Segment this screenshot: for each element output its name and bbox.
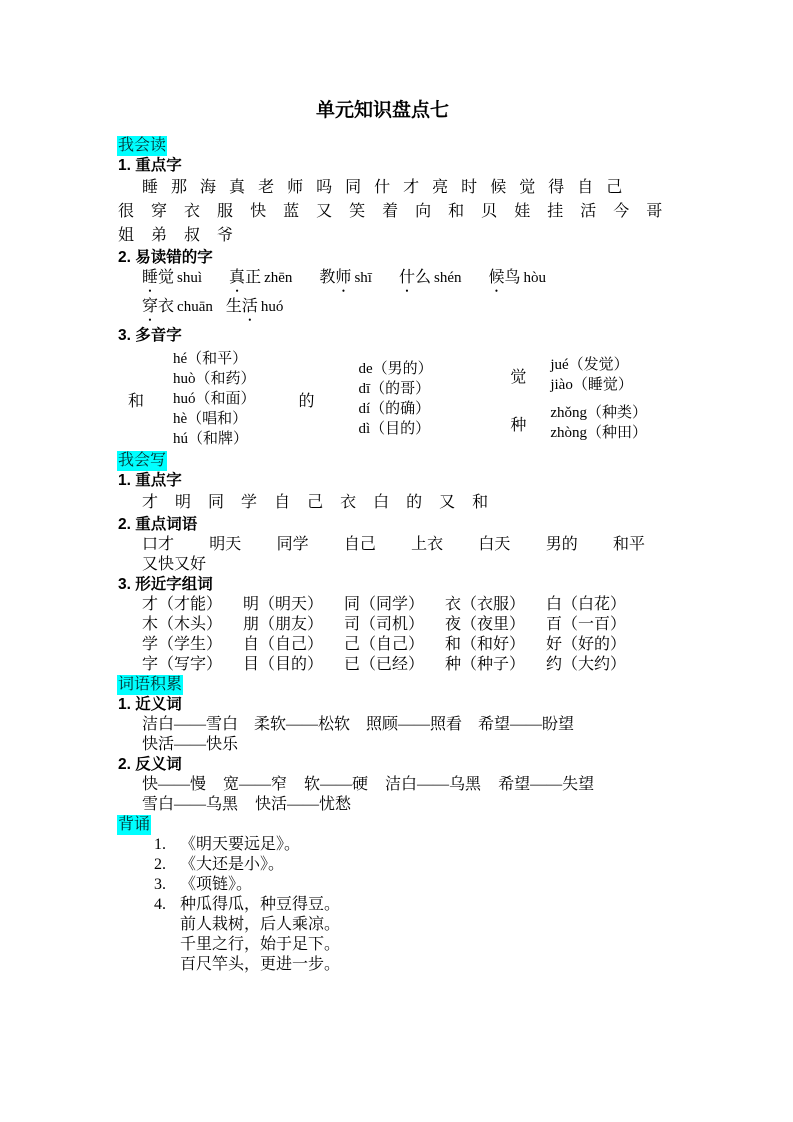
similar-char-cell: 自（自己） (243, 636, 324, 653)
hanzi-char: 吗 (316, 179, 333, 196)
hanzi-char: 蓝 (283, 203, 300, 220)
antonym-pair: 快——慢 (142, 776, 207, 793)
hanzi-char: 才 (403, 179, 420, 196)
similar-char-cell: 夜（夜里） (445, 616, 526, 633)
recite-line (118, 915, 647, 935)
hanzi-char: 同 (345, 179, 362, 196)
hanzi-char: 服 (217, 203, 234, 220)
emphasis-dot-char: 候 (488, 269, 505, 286)
hanzi-char: 睡 (142, 179, 159, 196)
similar-char-cell: 目（目的） (243, 656, 324, 673)
poly-reading: hé（和平） (173, 351, 248, 367)
hanzi-char: 姐 (118, 227, 135, 244)
section-heading-read: 我会读 (118, 137, 167, 154)
hanzi-char: 才 (142, 494, 159, 511)
key-word: 上衣 (411, 536, 444, 553)
misread-word: 候鸟 hòu (488, 269, 547, 286)
section-heading-vocab: 词语积累 (118, 676, 183, 693)
recite-line (118, 835, 647, 855)
write-keychars-row1 (118, 491, 647, 515)
vocab-ant-label: 2. 反义词 (118, 756, 182, 773)
hanzi-char: 候 (490, 179, 507, 196)
misread-word: 睡觉 shuì (142, 269, 203, 286)
synonym-pair: 快活——快乐 (142, 736, 239, 753)
similar-char-cell: 同（同学） (344, 596, 425, 613)
similar-char-cell: 木（木头） (142, 616, 223, 633)
synonym-pair: 洁白——雪白 (142, 716, 239, 733)
recite-number: 1. (154, 836, 166, 853)
read-misread-label: 2. 易读错的字 (118, 249, 213, 266)
hanzi-char: 己 (307, 494, 324, 511)
poly-reading: de（男的） (358, 361, 433, 377)
poly-readings (173, 349, 256, 449)
write-similar-label: 3. 形近字组词 (118, 576, 213, 593)
poly-reading: huó（和面） (173, 391, 256, 407)
recite-line (118, 935, 647, 955)
antonym-pair: 洁白——乌黑 (385, 776, 482, 793)
hanzi-char: 自 (274, 494, 291, 511)
read-keychars-row2 (118, 200, 663, 224)
recite-text: 前人栽树，后人乘凉。 (180, 916, 341, 933)
pinyin: huó (260, 299, 284, 315)
poly-group-he (118, 349, 298, 449)
hanzi-char: 又 (316, 203, 333, 220)
misread-word: 教师 shī (319, 269, 372, 286)
hanzi-char: 爷 (217, 227, 234, 244)
similar-char-cell: 才（才能） (142, 596, 223, 613)
recite-number (154, 935, 170, 955)
polyphonic-block (118, 349, 647, 449)
recite-line (118, 895, 647, 915)
similar-char-cell: 好（好的） (546, 636, 627, 653)
hanzi-char: 叔 (184, 227, 201, 244)
key-word: 男的 (545, 536, 578, 553)
emphasis-dot-char: 睡 (142, 269, 159, 286)
misread-word: 穿衣 chuān (142, 298, 213, 315)
write-keywords-row1 (118, 535, 647, 555)
vocab-syn-row1 (118, 715, 647, 735)
poly-reading: jiào（睡觉） (550, 377, 633, 393)
hanzi-char: 真 (229, 179, 246, 196)
similar-chars-grid (118, 595, 647, 675)
key-word: 口才 (142, 536, 175, 553)
emphasis-dot-char: 穿 (142, 298, 159, 315)
poly-right-column (493, 355, 647, 443)
misread-word: 什么 shén (398, 269, 462, 286)
key-word: 自己 (343, 536, 376, 553)
section-heading-recite: 背诵 (118, 816, 151, 833)
recite-number: 4. (154, 896, 166, 913)
recite-line (118, 955, 647, 975)
hanzi-char: 今 (613, 203, 630, 220)
recite-list (118, 835, 647, 975)
recite-text: 《大还是小》。 (180, 856, 285, 873)
poly-char: 种 (510, 416, 527, 434)
recite-number: 3. (154, 876, 166, 893)
hanzi-char: 老 (258, 179, 275, 196)
pinyin: shuì (177, 270, 203, 286)
read-keychars-label: 1. 重点字 (118, 157, 182, 174)
poly-group-jue (510, 355, 647, 395)
similar-char-cell: 约（大约） (546, 656, 627, 673)
antonym-pair: 快活——忧愁 (255, 796, 352, 813)
poly-reading: jué（发觉） (550, 357, 629, 373)
poly-readings (359, 359, 433, 439)
key-word: 和平 (612, 536, 645, 553)
hanzi-char: 弟 (151, 227, 168, 244)
hanzi-char: 海 (200, 179, 217, 196)
similar-char-cell: 和（和好） (445, 636, 526, 653)
hanzi-char: 又 (439, 494, 456, 511)
write-keychars-label: 1. 重点字 (118, 472, 182, 489)
write-keywords-label: 2. 重点词语 (118, 516, 198, 533)
recite-text: 百尺竿头，更进一步。 (180, 956, 341, 973)
hanzi-char: 很 (118, 203, 135, 220)
poly-reading: zhòng（种田） (550, 425, 647, 441)
poly-reading: dī（的哥） (358, 381, 431, 397)
poly-group-zhong (510, 403, 647, 443)
section-vocab-heading-row (118, 675, 647, 695)
section-recite-heading-row (118, 815, 647, 835)
read-keychars-row3 (118, 224, 647, 248)
recite-text: 《明天要远足》。 (180, 836, 301, 853)
key-word: 又快又好 (142, 556, 207, 573)
antonym-pair: 软——硬 (304, 776, 369, 793)
poly-char: 和 (128, 392, 145, 410)
hanzi-char: 哥 (646, 203, 663, 220)
page-title: 单元知识盘点七 (315, 100, 449, 121)
hanzi-char: 同 (208, 494, 225, 511)
recite-line (118, 855, 647, 875)
hanzi-char: 向 (415, 203, 432, 220)
hanzi-char: 和 (472, 494, 489, 511)
hanzi-char: 穿 (151, 203, 168, 220)
read-keychars-row1 (118, 176, 647, 200)
emphasis-dot-char: 真 (229, 269, 246, 286)
recite-number (154, 955, 170, 975)
pinyin: zhēn (264, 270, 293, 286)
vocab-ant-row2 (118, 795, 647, 815)
hanzi-char: 觉 (519, 179, 536, 196)
poly-readings (550, 355, 633, 395)
hanzi-char: 快 (250, 203, 267, 220)
similar-char-cell: 白（白花） (546, 596, 627, 613)
hanzi-char: 的 (406, 494, 423, 511)
synonym-pair: 柔软——松软 (254, 716, 351, 733)
read-polyphonic-label: 3. 多音字 (118, 327, 182, 344)
antonym-pair: 雪白——乌黑 (142, 796, 239, 813)
hanzi-char: 白 (373, 494, 390, 511)
poly-reading: hè（唱和） (173, 411, 248, 427)
poly-reading: dì（目的） (358, 421, 431, 437)
similar-char-cell: 明（明天） (243, 596, 324, 613)
write-keywords-row2 (118, 555, 647, 575)
hanzi-char: 衣 (184, 203, 201, 220)
misread-word: 真正 zhēn (229, 269, 293, 286)
section-heading-write: 我会写 (118, 452, 167, 469)
poly-readings (550, 403, 647, 443)
key-word: 白天 (478, 536, 511, 553)
recite-line (118, 875, 647, 895)
hanzi-char: 己 (606, 179, 623, 196)
emphasis-dot-char: 师 (335, 269, 352, 286)
section-write-heading-row (118, 451, 647, 471)
synonym-pair: 照顾——照看 (366, 716, 463, 733)
similar-char-cell: 字（写字） (142, 656, 223, 673)
recite-text: 种瓜得瓜，种豆得豆。 (180, 896, 341, 913)
recite-text: 千里之行，始于足下。 (180, 936, 341, 953)
hanzi-char: 师 (287, 179, 304, 196)
pinyin: chuān (177, 299, 213, 315)
hanzi-char: 笑 (349, 203, 366, 220)
recite-number: 2. (154, 856, 166, 873)
hanzi-char: 那 (171, 179, 188, 196)
hanzi-char: 衣 (340, 494, 357, 511)
poly-char: 觉 (510, 368, 527, 386)
poly-reading: hú（和牌） (173, 431, 249, 447)
similar-char-cell: 朋（朋友） (243, 616, 324, 633)
pinyin: shī (354, 270, 372, 286)
key-word: 明天 (209, 536, 242, 553)
emphasis-dot-char: 活 (241, 298, 258, 315)
antonym-pair: 希望——失望 (498, 776, 595, 793)
vocab-ant-row1 (118, 775, 647, 795)
hanzi-char: 贝 (481, 203, 498, 220)
recite-text: 《项链》。 (180, 876, 253, 893)
hanzi-char: 明 (175, 494, 192, 511)
hanzi-char: 什 (374, 179, 391, 196)
hanzi-char: 着 (382, 203, 399, 220)
read-misread-row2 (118, 297, 647, 326)
hanzi-char: 学 (241, 494, 258, 511)
antonym-pair: 宽——窄 (223, 776, 288, 793)
similar-char-cell: 种（种子） (445, 656, 526, 673)
misread-word: 生活 huó (225, 298, 284, 315)
read-misread-row1 (118, 268, 647, 297)
pinyin: hòu (523, 270, 547, 286)
similar-char-cell: 司（司机） (344, 616, 425, 633)
recite-number (154, 915, 170, 935)
hanzi-char: 得 (548, 179, 565, 196)
similar-char-cell: 己（自己） (344, 636, 425, 653)
vocab-syn-row2 (118, 735, 647, 755)
poly-reading: huò（和药） (173, 371, 256, 387)
hanzi-char: 娃 (514, 203, 531, 220)
similar-char-cell: 百（一百） (546, 616, 627, 633)
poly-group-de (298, 359, 493, 439)
hanzi-char: 活 (580, 203, 597, 220)
similar-char-cell: 衣（衣服） (445, 596, 526, 613)
hanzi-char: 亮 (432, 179, 449, 196)
key-word: 同学 (276, 536, 309, 553)
poly-char: 的 (298, 392, 315, 410)
pinyin: shén (433, 270, 462, 286)
emphasis-dot-char: 什 (398, 269, 415, 286)
hanzi-char: 挂 (547, 203, 564, 220)
section-read-heading-row (118, 136, 647, 156)
hanzi-char: 时 (461, 179, 478, 196)
poly-reading: dí（的确） (358, 401, 431, 417)
similar-char-cell: 学（学生） (142, 636, 223, 653)
synonym-pair: 希望——盼望 (478, 716, 575, 733)
hanzi-char: 和 (448, 203, 465, 220)
similar-char-cell: 已（已经） (344, 656, 425, 673)
vocab-syn-label: 1. 近义词 (118, 696, 182, 713)
poly-reading: zhǒng（种类） (550, 405, 647, 421)
hanzi-char: 自 (577, 179, 594, 196)
